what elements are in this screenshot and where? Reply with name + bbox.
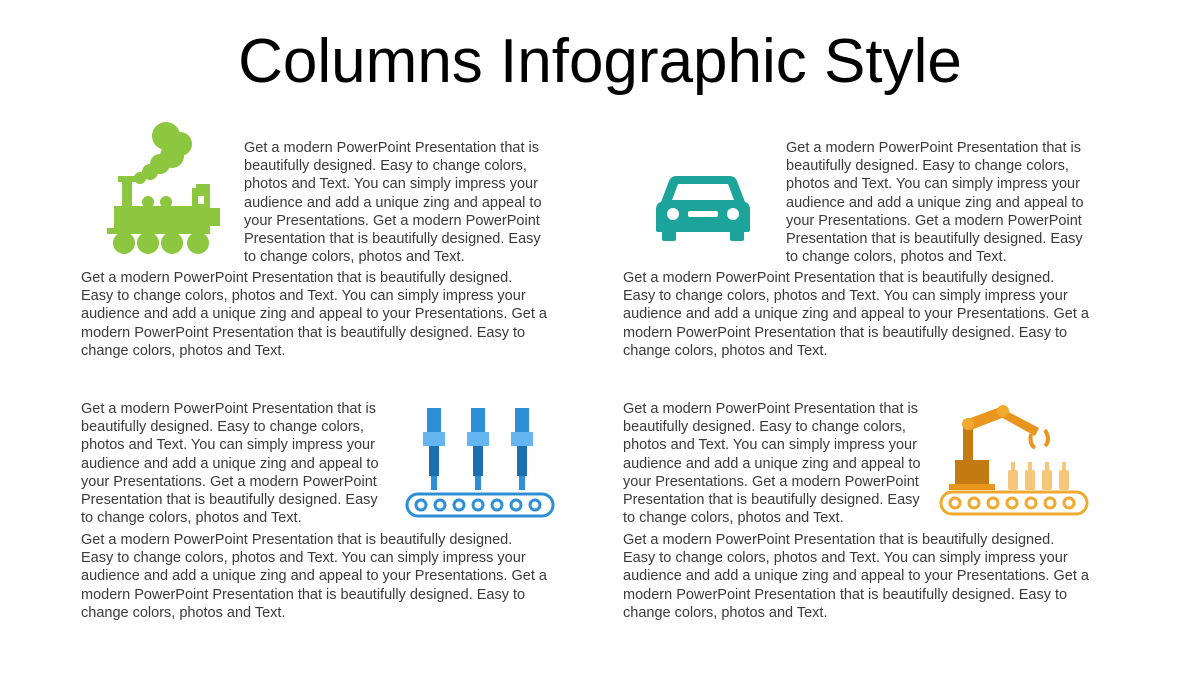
block-2-short-text: Get a modern PowerPoint Presentation that is beautifully designed. Easy to change colors, photos and Text. You can simply impress your audience and add a unique zing and appeal to your Presentations. Get a modern PowerPoint Presentation that is beautifully designed. Easy to change colors, photos and Text. [786, 140, 1084, 266]
block-2-long-text: Get a modern PowerPoint Presentation that is beautifully designed. Easy to change colors, photos and Text. You can simply impress your audience and add a unique zing and appeal to your Presentations. Get a modern PowerPoint Presentation that is beautifully designed. Easy to change colors, photos and Text. [623, 270, 1089, 359]
block-4-long-text: Get a modern PowerPoint Presentation that is beautifully designed. Easy to change colors, photos and Text. You can simply impress your audience and add a unique zing and appeal to your Presentations. Get a modern PowerPoint Presentation that is beautifully designed. Easy to change colors, photos and Text. [623, 532, 1089, 621]
car-icon [656, 172, 750, 242]
block-1-long-text: Get a modern PowerPoint Presentation that is beautifully designed. Easy to change colors, photos and Text. You can simply impress your audience and add a unique zing and appeal to your Presentations. Get a modern PowerPoint Presentation that is beautifully designed. Easy to change colors, photos and Text. [81, 270, 547, 359]
robotic-arm-icon [939, 404, 1091, 518]
block-4-short-text: Get a modern PowerPoint Presentation that is beautifully designed. Easy to change colors, photos and Text. You can simply impress your audience and add a unique zing and appeal to your Presentations. Get a modern PowerPoint Presentation that is beautifully designed. Easy to change colors, photos and Text. [623, 401, 921, 527]
block-3-long-text: Get a modern PowerPoint Presentation that is beautifully designed. Easy to change colors, photos and Text. You can simply impress your audience and add a unique zing and appeal to your Presentations. Get a modern PowerPoint Presentation that is beautifully designed. Easy to change colors, photos and Text. [81, 532, 547, 621]
slide-title: Columns Infographic Style [238, 27, 962, 96]
block-1-short-text: Get a modern PowerPoint Presentation that is beautifully designed. Easy to change colors, photos and Text. You can simply impress your audience and add a unique zing and appeal to your Presentations. Get a modern PowerPoint Presentation that is beautifully designed. Easy to change colors, photos and Text. [244, 140, 542, 266]
steam-train-icon [104, 118, 224, 256]
block-3-short-text: Get a modern PowerPoint Presentation that is beautifully designed. Easy to change colors, photos and Text. You can simply impress your audience and add a unique zing and appeal to your Presentations. Get a modern PowerPoint Presentation that is beautifully designed. Easy to change colors, photos and Text. [81, 401, 379, 527]
assembly-line-icon [405, 408, 555, 518]
